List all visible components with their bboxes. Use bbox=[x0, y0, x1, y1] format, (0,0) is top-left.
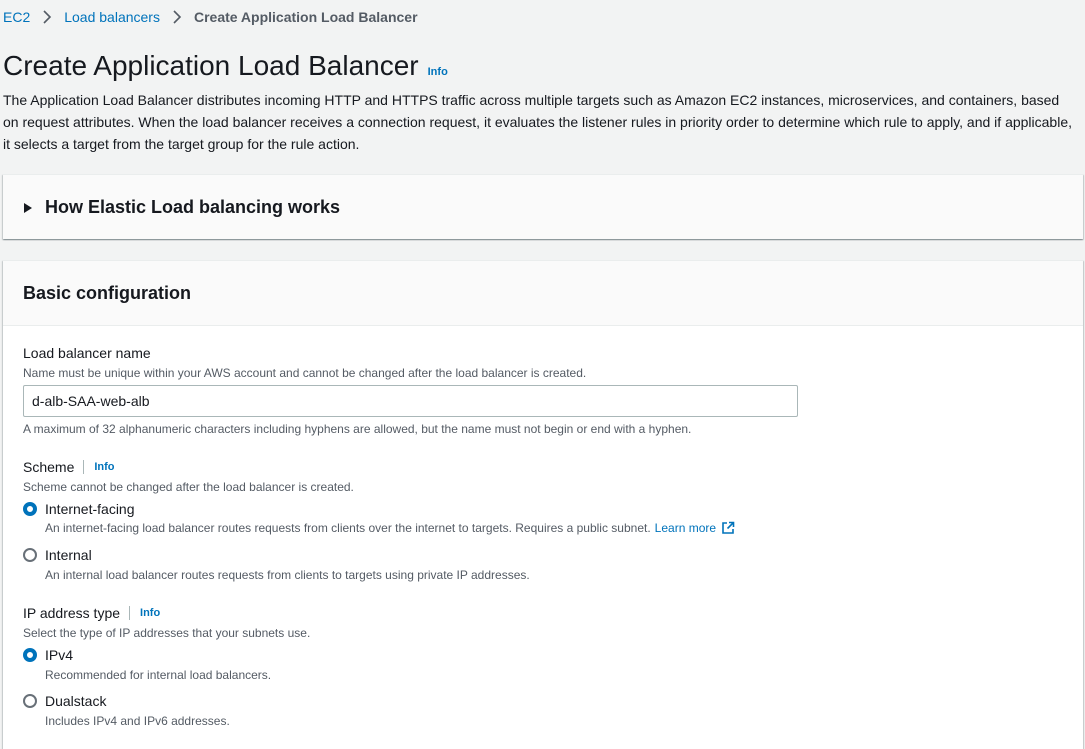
chevron-right-icon bbox=[166, 8, 188, 26]
radio-internet-facing[interactable] bbox=[23, 502, 37, 516]
ip-address-type-label bbox=[23, 605, 160, 621]
internal-description: An internal load balancer routes requests from clients to targets using private IP addresses. bbox=[45, 568, 530, 582]
how-it-works-panel bbox=[3, 174, 1083, 239]
learn-more-link[interactable]: Learn more bbox=[654, 521, 717, 535]
ip-address-type-label-text: IP address type bbox=[23, 605, 121, 621]
scheme-option-internal[interactable] bbox=[23, 547, 92, 563]
ip-type-info-link[interactable]: Info bbox=[140, 607, 161, 619]
ipv4-label: IPv4 bbox=[45, 647, 74, 663]
title-info-link[interactable]: Info bbox=[427, 66, 448, 78]
load-balancer-name-constraint: A maximum of 32 alphanumeric characters including hyphens are allowed, but the name must not begin or end with a hyphen. bbox=[23, 422, 692, 436]
breadcrumb-ec2-link[interactable]: EC2 bbox=[3, 9, 31, 25]
scheme-label bbox=[23, 459, 115, 475]
breadcrumb bbox=[3, 8, 418, 26]
page-title bbox=[3, 50, 448, 82]
caret-right-icon bbox=[23, 202, 35, 214]
load-balancer-name-input[interactable] bbox=[23, 385, 798, 417]
load-balancer-name-label bbox=[23, 345, 151, 361]
scheme-info-link[interactable]: Info bbox=[94, 461, 115, 473]
how-it-works-toggle[interactable] bbox=[3, 175, 1083, 240]
basic-configuration-panel bbox=[3, 260, 1083, 749]
chevron-right-icon bbox=[36, 8, 58, 26]
ip-address-type-description: Select the type of IP addresses that your subnets use. bbox=[23, 626, 311, 640]
ip-option-dualstack[interactable] bbox=[23, 693, 106, 709]
internet-facing-label: Internet-facing bbox=[45, 501, 135, 517]
ip-option-ipv4[interactable] bbox=[23, 647, 73, 663]
internal-label: Internal bbox=[45, 547, 92, 563]
internet-facing-description-text: An internet-facing load balancer routes requests from clients over the internet to targets. Requires a public subnet. bbox=[45, 521, 651, 535]
scheme-description: Scheme cannot be changed after the load balancer is created. bbox=[23, 480, 354, 494]
radio-ipv4[interactable] bbox=[23, 648, 37, 662]
page-title-text: Create Application Load Balancer bbox=[3, 50, 419, 81]
basic-configuration-header: Basic configuration bbox=[3, 261, 1083, 326]
label-divider bbox=[83, 460, 84, 474]
external-link-icon[interactable] bbox=[721, 521, 735, 535]
load-balancer-name-label-text: Load balancer name bbox=[23, 345, 151, 361]
scheme-option-internet-facing[interactable] bbox=[23, 501, 135, 517]
page-description: The Application Load Balancer distributes incoming HTTP and HTTPS traffic across multiple targets such as Amazon EC2 instances, microservices, and containers, based on request attributes. When the load balancer receives a connection request, it evaluates the listener rules in priority order to determine which rule to apply, and if applicable, it selects a target from the target group for the rule action. bbox=[3, 92, 1073, 152]
scheme-label-text: Scheme bbox=[23, 459, 75, 475]
how-it-works-title: How Elastic Load balancing works bbox=[45, 197, 341, 217]
dualstack-label: Dualstack bbox=[45, 693, 107, 709]
ipv4-description: Recommended for internal load balancers. bbox=[45, 668, 272, 682]
label-divider bbox=[129, 606, 130, 620]
internet-facing-description bbox=[45, 521, 735, 535]
breadcrumb-current: Create Application Load Balancer bbox=[193, 9, 418, 25]
breadcrumb-load-balancers-link[interactable]: Load balancers bbox=[64, 9, 160, 25]
dualstack-description: Includes IPv4 and IPv6 addresses. bbox=[45, 714, 230, 728]
load-balancer-name-description: Name must be unique within your AWS account and cannot be changed after the load balancer is created. bbox=[23, 366, 587, 380]
radio-internal[interactable] bbox=[23, 548, 37, 562]
radio-dualstack[interactable] bbox=[23, 694, 37, 708]
